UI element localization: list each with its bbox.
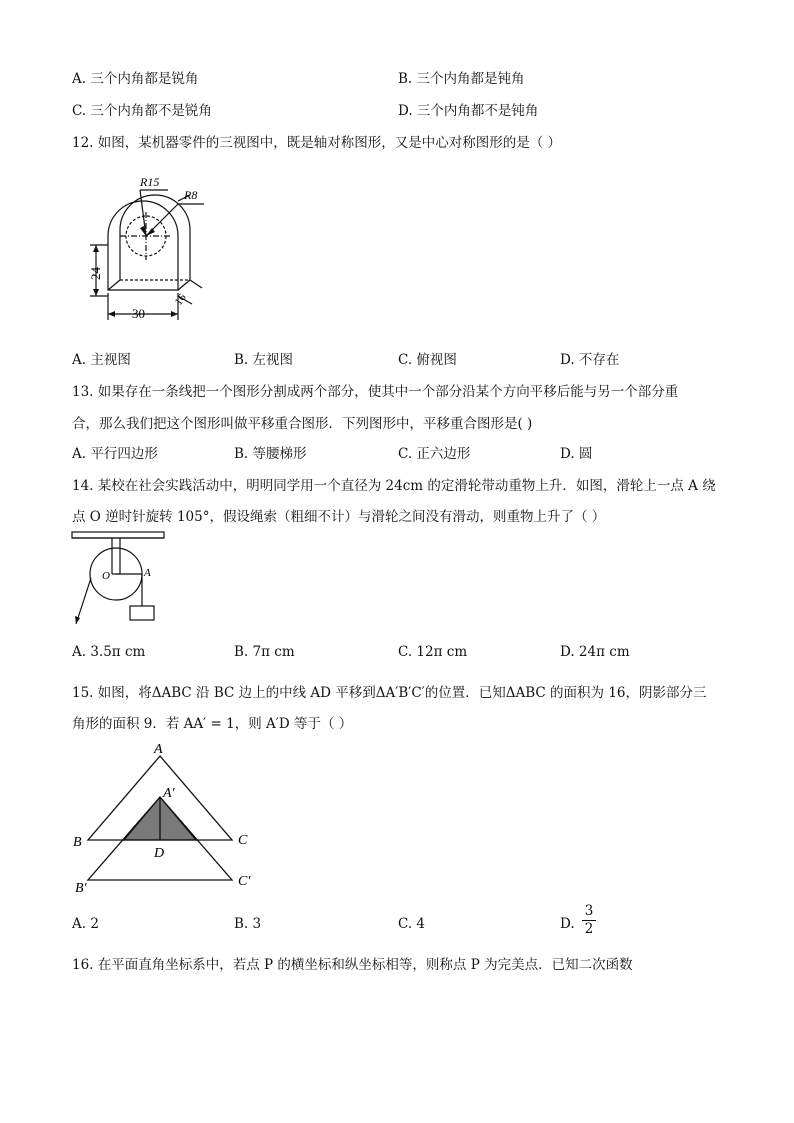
q12-label-24: 24 [88,267,103,280]
q12-option-c: C. 俯视图 [398,352,457,368]
q14-option-d: D. 24π cm [560,644,630,660]
q11-option-d: D. 三个内角都不是钝角 [398,103,539,119]
q11-option-c: C. 三个内角都不是锐角 [72,103,212,119]
q13-option-c: C. 正六边形 [398,446,471,462]
q11-option-b: B. 三个内角都是钝角 [398,71,525,87]
q12-label-r15: R15 [140,175,160,189]
q15-option-d-fraction [582,904,596,937]
q15-option-a: A. 2 [72,916,99,932]
q13-option-a: A. 平行四边形 [72,446,158,462]
q16-stem: 16. 在平面直角坐标系中，若点 P 的横坐标和纵坐标相等，则称点 P 为完美点．已知二次函数 [72,957,633,973]
q14-pulley-figure [68,528,172,632]
q15-stem-line1: 15. 如图，将ΔABC 沿 BC 边上的中线 AD 平移到ΔA′B′C′的位置．已知ΔABC 的面积为 16，阴影部分三 [72,685,707,701]
q15-label-b: B [73,835,82,850]
q15-option-c: C. 4 [398,916,426,932]
q12-option-d: D. 不存在 [560,352,620,368]
q13-stem-line1: 13. 如果存在一条线把一个图形分割成两个部分，使其中一个部分沿某个方向平移后能与另一个部分重 [72,384,679,400]
q14-option-b: B. 7π cm [234,644,295,660]
q11-option-a: A. 三个内角都是锐角 [72,71,199,87]
q15-label-d: D [154,846,165,861]
q12-label-r8: R8 [184,188,198,202]
q15-stem-line2: 角形的面积 9．若 AA′ = 1，则 A′D 等于（ ） [72,716,353,732]
q12-stem: 12. 如图，某机器零件的三视图中，既是轴对称图形，又是中心对称图形的是（ ） [72,135,562,151]
q15-label-a: A [154,742,163,757]
q15-triangle-figure [68,740,268,896]
q12-three-view-figure [80,168,220,328]
q15-option-d-prefix: D. [560,916,575,932]
q15-label-b-prime: B′ [75,881,87,896]
q15-option-b: B. 3 [234,916,262,932]
q14-label-a: A [144,567,151,579]
q14-stem-line1: 14. 某校在社会实践活动中，明明同学用一个直径为 24cm 的定滑轮带动重物上升．如图，滑轮上一点 A 绕 [72,478,716,494]
q14-option-a: A. 3.5π cm [72,644,146,660]
fraction-denominator: 2 [584,921,594,937]
q13-option-d: D. 圆 [560,446,593,462]
q13-stem-line2: 合，那么我们把这个图形叫做平移重合图形．下列图形中，平移重合图形是( ) [72,416,533,432]
q15-label-c-prime: C′ [238,874,251,889]
q15-label-a-prime: A′ [163,786,175,801]
q14-option-c: C. 12π cm [398,644,468,660]
q13-option-b: B. 等腰梯形 [234,446,307,462]
q15-label-c: C [238,833,248,848]
q14-stem-line2: 点 O 逆时针旋转 105°，假设绳索（粗细不计）与滑轮之间没有滑动，则重物上升了（ ） [72,509,606,525]
q12-label-30: 30 [132,306,145,321]
q12-label-16: 16 [172,291,189,308]
fraction-numerator: 3 [584,903,594,919]
q14-label-o: O [102,570,110,582]
q12-option-a: A. 主视图 [72,352,131,368]
q12-option-b: B. 左视图 [234,352,294,368]
